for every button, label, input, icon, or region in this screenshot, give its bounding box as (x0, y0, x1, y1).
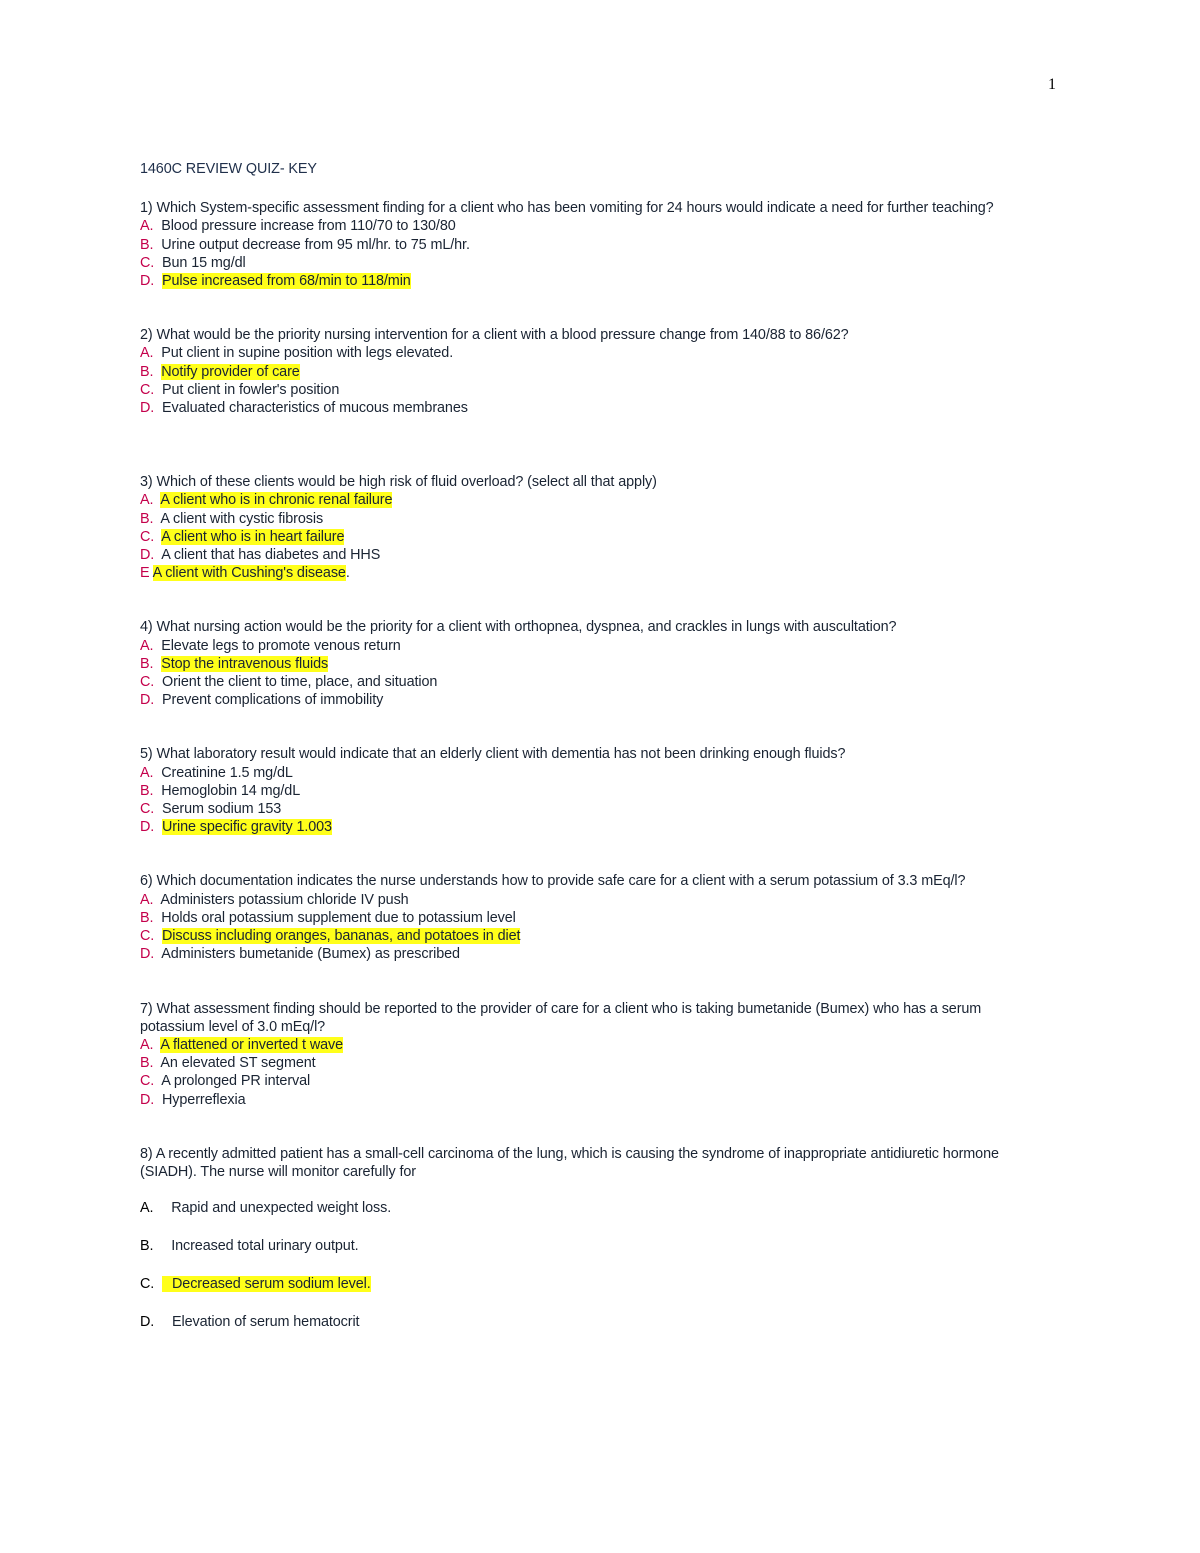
answer-option (140, 1275, 1040, 1293)
option-text: Serum sodium 153 (162, 801, 282, 818)
answer-option (140, 691, 1040, 709)
option-text: Increased total urinary output. (171, 1238, 359, 1255)
correct-answer-text: Urine specific gravity 1.003 (162, 819, 332, 836)
correct-answer-text: A client with Cushing's disease (152, 565, 346, 582)
option-text: Put client in fowler's position (162, 381, 340, 398)
correct-answer-text: Discuss including oranges, bananas, and potatoes in diet (162, 928, 521, 945)
option-text: Evaluated characteristics of mucous membranes (162, 400, 468, 417)
answer-option (140, 1054, 1040, 1072)
option-text: Holds oral potassium supplement due to potassium level (161, 909, 516, 926)
option-letter: B. (140, 510, 154, 527)
answer-option (140, 546, 1040, 564)
answer-option (140, 272, 1040, 290)
answer-option (140, 491, 1040, 509)
option-letter: D. (140, 1091, 155, 1108)
document-body (140, 160, 1040, 1332)
answer-option (140, 1313, 1040, 1331)
answer-option (140, 637, 1040, 655)
option-text: Administers bumetanide (Bumex) as prescribed (161, 946, 460, 963)
question-5 (140, 745, 1040, 836)
correct-answer-text: A client who is in heart failure (161, 528, 345, 545)
correct-answer-text: Notify provider of care (161, 363, 300, 380)
option-text: Orient the client to time, place, and situation (162, 674, 438, 691)
question-text: 4) What nursing action would be the priority for a client with orthopnea, dyspnea, and crackles in lungs with auscultation? (140, 619, 897, 636)
option-text: A client that has diabetes and HHS (161, 547, 381, 564)
option-letter: B. (140, 1055, 154, 1072)
option-text: Elevation of serum hematocrit (172, 1314, 360, 1331)
question-text: 1) Which System-specific assessment finding for a client who has been vomiting for 24 hours would indicate a need for further teaching? (140, 200, 994, 217)
question-text: 3) Which of these clients would be high risk of fluid overload? (select all that apply) (140, 474, 657, 491)
option-letter: A. (140, 345, 154, 362)
option-text: Rapid and unexpected weight loss. (171, 1200, 392, 1217)
option-letter: A. (140, 492, 154, 509)
answer-option (140, 1199, 1040, 1217)
option-letter: D. (140, 946, 155, 963)
option-suffix: . (345, 565, 350, 582)
answer-option (140, 818, 1040, 836)
option-letter: D. (140, 692, 155, 709)
option-text: Hemoglobin 14 mg/dL (161, 782, 301, 799)
option-letter: D. (140, 273, 155, 290)
option-letter: A. (140, 637, 154, 654)
answer-option (140, 1091, 1040, 1109)
option-letter: C. (140, 1276, 155, 1293)
option-text: Creatinine 1.5 mg/dL (161, 764, 293, 781)
answer-option (140, 510, 1040, 528)
option-letter: B. (140, 909, 154, 926)
question-7 (140, 1000, 1040, 1109)
question-text: 8) A recently admitted patient has a small-cell carcinoma of the lung, which is causing the syndrome of inappropriate antidiuretic hormone (SIADH). The nurse will monitor carefully for (140, 1145, 999, 1180)
option-letter: D. (140, 547, 155, 564)
answer-option (140, 782, 1040, 800)
correct-answer-text: Decreased serum sodium level. (162, 1276, 371, 1292)
answer-option (140, 764, 1040, 782)
option-letter: C. (140, 254, 155, 271)
correct-answer-text: A client who is in chronic renal failure (160, 492, 393, 509)
answer-option (140, 236, 1040, 254)
document-title: 1460C REVIEW QUIZ- KEY (140, 161, 317, 177)
answer-option (140, 673, 1040, 691)
option-text: Urine output decrease from 95 ml/hr. to 75 mL/hr. (161, 236, 470, 253)
question-text: 7) What assessment finding should be reported to the provider of care for a client who is taking bumetanide (Bumex) who has a serum potassium level of 3.0 mEq/l? (140, 1000, 982, 1035)
option-letter: A. (140, 1036, 154, 1053)
answer-option (140, 927, 1040, 945)
answer-option (140, 945, 1040, 963)
answer-option (140, 1036, 1040, 1054)
correct-answer-text: Pulse increased from 68/min to 118/min (162, 273, 411, 290)
answer-option (140, 800, 1040, 818)
option-text: Put client in supine position with legs elevated. (161, 345, 454, 362)
option-letter: B. (140, 1238, 154, 1255)
option-text: A client with cystic fibrosis (160, 510, 324, 527)
option-letter: C. (140, 381, 155, 398)
answer-option (140, 344, 1040, 362)
option-letter: A. (140, 764, 154, 781)
question-text: 5) What laboratory result would indicate that an elderly client with dementia has not been drinking enough fluids? (140, 746, 846, 763)
option-text: Hyperreflexia (162, 1091, 246, 1108)
option-letter: C. (140, 674, 155, 691)
option-text: Prevent complications of immobility (162, 692, 384, 709)
option-letter: D. (140, 1314, 155, 1331)
question-2 (140, 326, 1040, 417)
option-letter: D. (140, 400, 155, 417)
option-letter: B. (140, 363, 154, 380)
option-letter: C. (140, 928, 155, 945)
answer-option (140, 217, 1040, 235)
answer-option (140, 254, 1040, 272)
answer-option (140, 363, 1040, 381)
answer-option (140, 1237, 1040, 1255)
question-6 (140, 872, 1040, 963)
option-letter: B. (140, 655, 154, 672)
option-letter: B. (140, 236, 154, 253)
option-letter: B. (140, 782, 154, 799)
option-text: An elevated ST segment (160, 1055, 316, 1072)
correct-answer-text: Stop the intravenous fluids (161, 655, 329, 672)
answer-option (140, 564, 1040, 582)
option-letter: C. (140, 528, 155, 545)
option-text: Blood pressure increase from 110/70 to 130/80 (161, 218, 456, 235)
option-letter: C. (140, 801, 155, 818)
question-1 (140, 199, 1040, 290)
question-8 (140, 1145, 1040, 1332)
option-letter: E (140, 565, 150, 582)
question-text: 6) Which documentation indicates the nurse understands how to provide safe care for a client with a serum potassium of 3.3 mEq/l? (140, 873, 966, 890)
option-letter: D. (140, 819, 155, 836)
answer-option (140, 399, 1040, 417)
option-text: Bun 15 mg/dl (162, 254, 246, 271)
option-text: Elevate legs to promote venous return (161, 637, 401, 654)
option-letter: A. (140, 1200, 154, 1217)
option-letter: A. (140, 891, 154, 908)
answer-option (140, 891, 1040, 909)
answer-option (140, 909, 1040, 927)
question-4 (140, 618, 1040, 709)
answer-option (140, 655, 1040, 673)
correct-answer-text: A flattened or inverted t wave (160, 1036, 344, 1053)
answer-option (140, 528, 1040, 546)
question-3 (140, 473, 1040, 582)
answer-option (140, 1072, 1040, 1090)
option-letter: C. (140, 1073, 155, 1090)
option-text: A prolonged PR interval (161, 1073, 311, 1090)
option-letter: A. (140, 218, 154, 235)
question-list (140, 199, 1040, 1331)
question-text: 2) What would be the priority nursing intervention for a client with a blood pressure change from 140/88 to 86/62? (140, 327, 849, 344)
option-text: Administers potassium chloride IV push (160, 891, 409, 908)
page-number: 1 (1048, 76, 1056, 93)
answer-option (140, 381, 1040, 399)
